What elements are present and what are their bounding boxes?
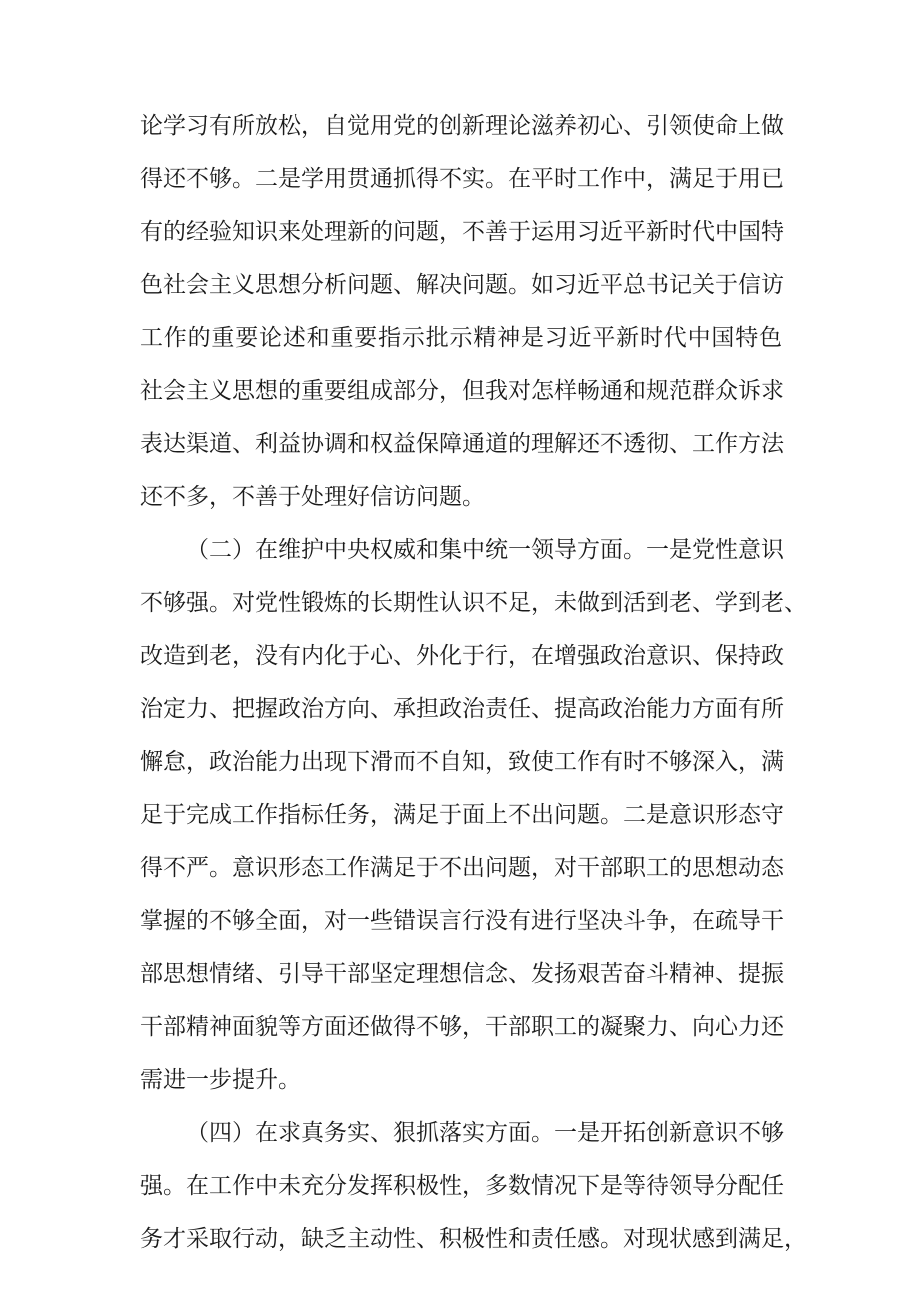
text-line: 治定力、把握政治方向、承担政治责任、提高政治能力方面有所 (140, 696, 784, 722)
text-line: 论学习有所放松，自觉用党的创新理论滋养初心、引领使命上做 (140, 113, 784, 139)
text-line: 社会主义思想的重要组成部分，但我对怎样畅通和规范群众诉求 (140, 378, 784, 404)
text-line: 需进一步提升。 (140, 1067, 301, 1093)
text-line: 色社会主义思想分析问题、解决问题。如习近平总书记关于信访 (140, 272, 784, 298)
text-line: 足于完成工作指标任务，满足于面上不出问题。二是意识形态守 (140, 802, 784, 828)
text-line: 有的经验知识来处理新的问题，不善于运用习近平新时代中国特 (140, 219, 784, 245)
text-line: 干部精神面貌等方面还做得不够，干部职工的凝聚力、向心力还 (140, 1014, 784, 1040)
text-line: 得还不够。二是学用贯通抓得不实。在平时工作中，满足于用已 (140, 166, 784, 192)
text-line: 还不多，不善于处理好信访问题。 (140, 484, 485, 510)
text-line: 强。在工作中未充分发挥积极性，多数情况下是等待领导分配任 (140, 1173, 784, 1199)
text-line: 改造到老，没有内化于心、外化于行，在增强政治意识、保持政 (140, 643, 784, 669)
text-line: 懈怠，政治能力出现下滑而不自知，致使工作有时不够深入，满 (140, 749, 784, 775)
paragraph-heading-line: （二）在维护中央权威和集中统一领导方面。一是党性意识 (186, 537, 784, 563)
paragraph-heading-line: （四）在求真务实、狠抓落实方面。一是开拓创新意识不够 (186, 1120, 784, 1146)
text-line: 工作的重要论述和重要指示批示精神是习近平新时代中国特色 (140, 325, 782, 351)
text-line: 掌握的不够全面，对一些错误言行没有进行坚决斗争，在疏导干 (140, 908, 784, 934)
text-line: 表达渠道、利益协调和权益保障通道的理解还不透彻、工作方法 (140, 431, 784, 457)
text-line: 部思想情绪、引导干部坚定理想信念、发扬艰苦奋斗精神、提振 (140, 961, 784, 987)
text-line: 不够强。对党性锻炼的长期性认识不足，未做到活到老、学到老、 (140, 590, 807, 616)
text-line: 得不严。意识形态工作满足于不出问题，对干部职工的思想动态 (140, 855, 784, 881)
text-line: 务才采取行动，缺乏主动性、积极性和责任感。对现状感到满足， (140, 1226, 807, 1252)
